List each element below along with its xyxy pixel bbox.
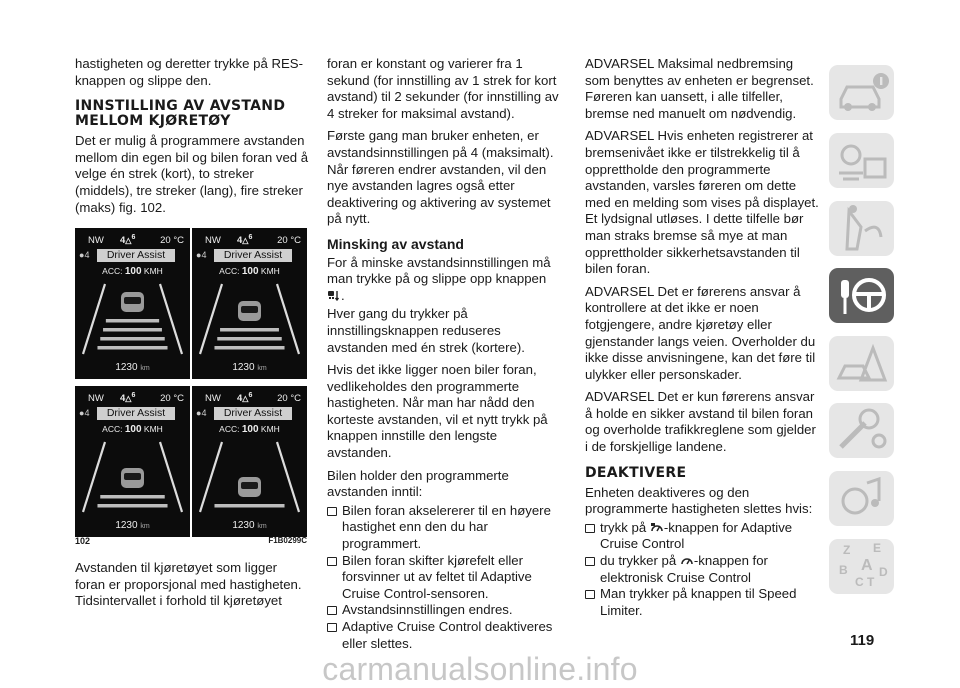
column-1	[75, 56, 310, 222]
chapter-tab-service-wrench-icon[interactable]	[829, 403, 894, 458]
lane-line	[200, 284, 222, 354]
seat-airbag-icon	[829, 201, 894, 256]
warning-paragraph: ADVARSEL Det er førerens ansvar å kontrollere at det ikke er noen fotgjengere, andre kjøretøy eller gjenstander langs veien. Overholder du ikke disse anvisningene, kan det føre til ulykker eller personskader.	[585, 283, 816, 382]
side-indicator: ●4	[196, 408, 207, 418]
cluster-display-panel	[75, 386, 190, 537]
side-indicator: ●4	[196, 250, 207, 260]
distance-button-icon	[327, 290, 341, 301]
distance-bar	[214, 504, 284, 508]
section-heading: INNSTILLING AV AVSTAND MELLOM KJØRETØY	[75, 98, 286, 130]
acc-speed: ACC: 100 KMH	[102, 424, 163, 435]
checkbox-icon	[585, 524, 595, 533]
side-indicator: ●4	[79, 408, 90, 418]
distance-bar	[97, 504, 167, 508]
lane-line	[83, 284, 105, 354]
paragraph: Hvis det ikke ligger noen biler foran, vedlikeholdes den programmerte hastigheten. Når man har nådd den korteste avstanden, vil et nytt trykk på knappen innstille den lengste avstanden.	[327, 362, 548, 461]
road-distance-graphic	[75, 280, 190, 358]
distance-bar	[214, 346, 284, 350]
chapter-tab-media-icon[interactable]	[829, 471, 894, 526]
lane-line	[277, 284, 299, 354]
index-letter: Z	[843, 543, 851, 557]
warning-paragraph: ADVARSEL Hvis enheten registrerer at bremsenivået ikke er tilstrekkelig til å opprettholde den programmerte avstanden, varsles føreren om dette med en melding som vises på displayet. Et lydsignal utløses. I dette tilfelle bør man straks bremse så mye at man opprettholder sikkerhetsavstanden til bilen foran.	[585, 128, 819, 277]
car-info-icon	[829, 65, 894, 120]
chapter-tab-seat-airbag-icon[interactable]	[829, 201, 894, 256]
key-steering-wheel-icon	[829, 268, 894, 323]
checkbox-icon	[585, 557, 595, 566]
vehicle-window	[124, 297, 141, 304]
checkbox-icon	[327, 623, 337, 632]
distance-bar	[103, 328, 162, 332]
lane-line	[277, 442, 299, 512]
service-wrench-icon	[829, 403, 894, 458]
list-item: Man trykker på knappen til Speed Limiter.	[585, 586, 821, 619]
subsection-heading: Minsking av avstand	[327, 235, 464, 252]
paragraph: Enheten deaktiveres og den programmerte hastigheten slettes hvis:	[585, 484, 813, 517]
paragraph: Bilen holder den programmerte avstanden inntil:	[327, 467, 509, 500]
gear-indicator: 4△$^6$	[237, 392, 253, 405]
odometer: 1230 km	[115, 520, 150, 531]
index-letter: A	[861, 557, 873, 574]
column-1-bottom	[75, 560, 310, 616]
lane-line	[200, 442, 222, 512]
odometer: 1230 km	[232, 362, 267, 373]
lights-icon	[829, 133, 894, 188]
figure-code: F1B0299C	[268, 536, 307, 545]
acc-speed: ACC: 100 KMH	[219, 266, 280, 277]
list-item: trykk på -knappen for Adaptive Cruise Control	[585, 520, 821, 553]
paragraph: foran er konstant og varierer fra 1 sekund (for innstilling av 1 strek for kort avstand) til 2 sekunder (for innstilling av 4 streker for maksimal avstand).	[327, 56, 559, 121]
acc-speed: ACC: 100 KMH	[102, 266, 163, 277]
lane-line	[160, 284, 182, 354]
odometer: 1230 km	[232, 520, 267, 531]
distance-bar	[217, 337, 281, 341]
paragraph: For å minske avstandsinnstillingen må man trykke på og slippe opp knappen .	[327, 254, 551, 303]
adaptive-cruise-button-icon	[650, 522, 664, 533]
vehicle-window	[124, 473, 141, 480]
figure-number: 102	[75, 536, 91, 546]
chapter-tab-warning-breakdown-icon[interactable]	[829, 336, 894, 391]
cruise-control-button-icon	[680, 555, 694, 566]
list-item: Avstandsinnstillingen endres.	[327, 602, 562, 619]
index-letter: C	[855, 575, 864, 589]
paragraph-text: For å minske avstandsinnstillingen må man trykke på og slippe opp knappen	[327, 254, 551, 287]
figure-102	[75, 228, 307, 546]
checkbox-icon	[327, 606, 337, 615]
index-letter: T	[867, 575, 875, 589]
section-heading: DEAKTIVERE	[585, 464, 687, 481]
chapter-tab-lights-icon[interactable]	[829, 133, 894, 188]
cluster-display-panel	[192, 386, 307, 537]
driver-assist-title: Driver Assist	[214, 407, 292, 420]
list-item: Bilen foran skifter kjørefelt eller forsvinner ut av feltet til Adaptive Cruise Control-sensoren.	[327, 553, 562, 603]
outside-temperature: 20 °C	[277, 235, 301, 246]
column-3	[585, 56, 821, 619]
list-item: du trykker på -knappen for elektronisk Cruise Control	[585, 553, 821, 586]
driver-assist-title: Driver Assist	[97, 249, 175, 262]
paragraph: Første gang man bruker enheten, er avstandsinnstillingen på 4 (maksimalt). Når føreren endrer avstanden, vil den nye avstanden lagres også etter deaktivering og aktivering av systemet på nytt.	[327, 128, 554, 227]
gear-indicator: 4△$^6$	[120, 234, 136, 247]
checkbox-icon	[327, 557, 337, 566]
distance-bar	[106, 319, 159, 323]
outside-temperature: 20 °C	[160, 393, 184, 404]
index-letter: E	[873, 541, 882, 555]
chapter-tab-car-info-icon[interactable]	[829, 65, 894, 120]
lane-line	[83, 442, 105, 512]
distance-bar	[100, 495, 164, 499]
gear-indicator: 4△$^6$	[237, 234, 253, 247]
vehicle-window	[241, 482, 258, 489]
chapter-tab-index-alphabet-icon[interactable]	[829, 539, 894, 594]
paragraph: Hver gang du trykker på innstillingsknappen reduseres avstanden med én strek (kortere).	[327, 306, 525, 355]
list-item: Adaptive Cruise Control deaktiveres eller slettes.	[327, 619, 562, 652]
warning-paragraph: ADVARSEL Maksimal nedbremsing som benyttes av enheten er begrenset. Føreren kan uansett, i alle tilfeller, bremse ned manuelt om nødvendig.	[585, 56, 814, 121]
compass-heading: NW	[88, 235, 104, 246]
column-2	[327, 56, 562, 652]
driver-assist-title: Driver Assist	[97, 407, 175, 420]
paragraph: Avstanden til kjøretøyet som ligger foran er proporsjonal med hastigheten. Tidsintervallet i forhold til kjøretøyet	[75, 560, 302, 609]
road-distance-graphic	[192, 438, 307, 516]
index-alphabet-icon	[829, 539, 894, 594]
outside-temperature: 20 °C	[160, 235, 184, 246]
gear-indicator: 4△$^6$	[120, 392, 136, 405]
paragraph: hastigheten og deretter trykke på RES-knappen og slippe den.	[75, 56, 303, 88]
paragraph: Det er mulig å programmere avstanden mellom din egen bil og bilen foran ved å velge én strek (kort), to streker (middels), tre streker (lang), fire streker (maks) fig. 102.	[75, 133, 309, 215]
odometer: 1230 km	[115, 362, 150, 373]
side-indicator: ●4	[79, 250, 90, 260]
list-item: Bilen foran akselererer til en høyere hastighet enn den du har programmert.	[327, 503, 562, 553]
compass-heading: NW	[88, 393, 104, 404]
checkbox-icon	[585, 590, 595, 599]
cluster-display-panel	[192, 228, 307, 379]
driver-assist-title: Driver Assist	[214, 249, 292, 262]
checkbox-icon	[327, 507, 337, 516]
distance-bar	[220, 328, 279, 332]
watermark: carmanualsonline.info	[322, 651, 638, 687]
page-number: 119	[850, 632, 875, 649]
distance-bar	[97, 346, 167, 350]
index-letter: D	[879, 565, 888, 579]
warning-breakdown-icon	[829, 336, 894, 391]
index-letter: B	[839, 563, 848, 577]
compass-heading: NW	[205, 393, 221, 404]
distance-bar	[100, 337, 164, 341]
outside-temperature: 20 °C	[277, 393, 301, 404]
vehicle-window	[241, 306, 258, 313]
road-distance-graphic	[75, 438, 190, 516]
chapter-tab-key-steering-wheel-icon[interactable]	[829, 268, 894, 323]
compass-heading: NW	[205, 235, 221, 246]
cluster-display-panel	[75, 228, 190, 379]
road-distance-graphic	[192, 280, 307, 358]
warning-paragraph: ADVARSEL Det er kun førerens ansvar å holde en sikker avstand til bilen foran og overholde trafikkreglene som gjelder i de forskjellige landene.	[585, 389, 816, 455]
acc-speed: ACC: 100 KMH	[219, 424, 280, 435]
lane-line	[160, 442, 182, 512]
media-icon	[829, 471, 894, 526]
